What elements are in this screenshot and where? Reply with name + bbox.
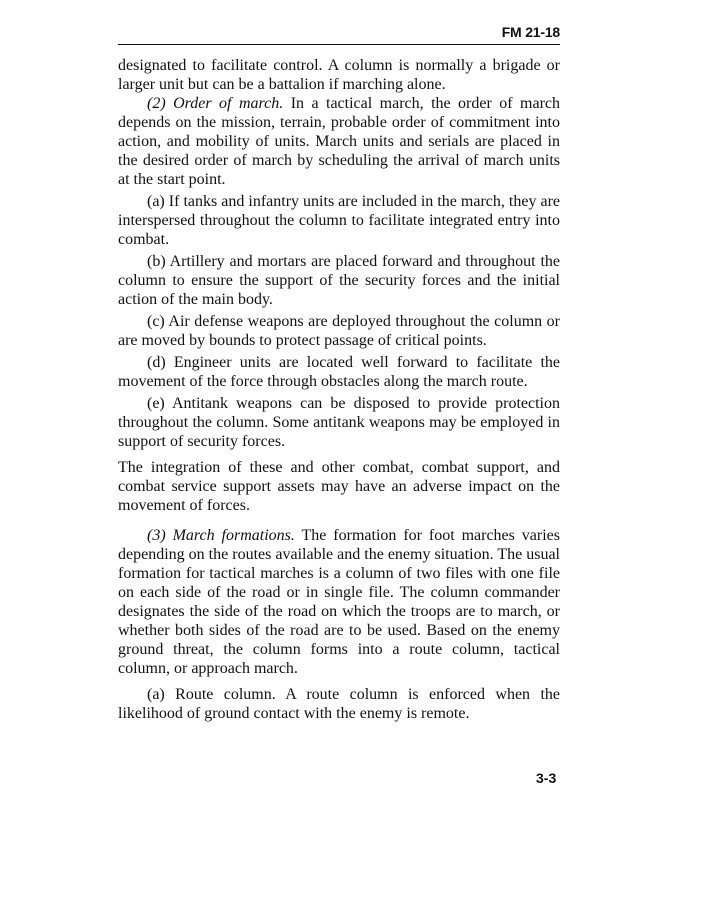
paragraph: (a) If tanks and infantry units are included in the march, they are interspersed throughout the column to facilitate integrated entry into combat. (118, 193, 560, 248)
page-body (118, 56, 560, 723)
paragraph: (b) Artillery and mortars are placed forward and throughout the column to ensure the support of the security forces and the initial action of the main body. (118, 253, 560, 308)
paragraph: designated to facilitate control. A column is normally a brigade or larger unit but can be a battalion if marching alone. (118, 57, 560, 93)
paragraph-order-of-march: (2) Order of march. In a tactical march, the order of march depends on the mission, terrain, probable order of commitment into action, and mobility of units. March units and serials are placed in the desired order of march by scheduling the arrival of march units at the start point. (118, 95, 561, 188)
paragraph-march-formations: (3) March formations. The formation for foot marches varies depending on the routes available and the enemy situation. The usual formation for tactical marches is a column of two files with one file on each side of the road or in single file. The column commander designates the side of the road on which the troops are to march, or whether both sides of the road are to be used. Based on the enemy ground threat, the column forms into a route column, tactical column, or approach march. (118, 527, 560, 677)
paragraph: (e) Antitank weapons can be disposed to provide protection throughout the column. Some antitank weapons may be employed in support of security forces. (118, 395, 560, 450)
page-number: 3-3 (536, 770, 557, 786)
paragraph: (d) Engineer units are located well forward to facilitate the movement of the force through obstacles along the march route. (118, 354, 560, 390)
manual-number: FM 21-18 (501, 24, 560, 40)
subheading: (3) March formations. (147, 527, 295, 544)
subheading: (2) Order of march. (147, 95, 284, 112)
paragraph: (a) Route column. A route column is enforced when the likelihood of ground contact with the enemy is remote. (118, 686, 560, 722)
running-header (118, 22, 560, 45)
paragraph: The integration of these and other combat, combat support, and combat service support assets may have an adverse impact on the movement of forces. (118, 459, 560, 514)
paragraph: (c) Air defense weapons are deployed throughout the column or are moved by bounds to protect passage of critical points. (118, 313, 560, 349)
